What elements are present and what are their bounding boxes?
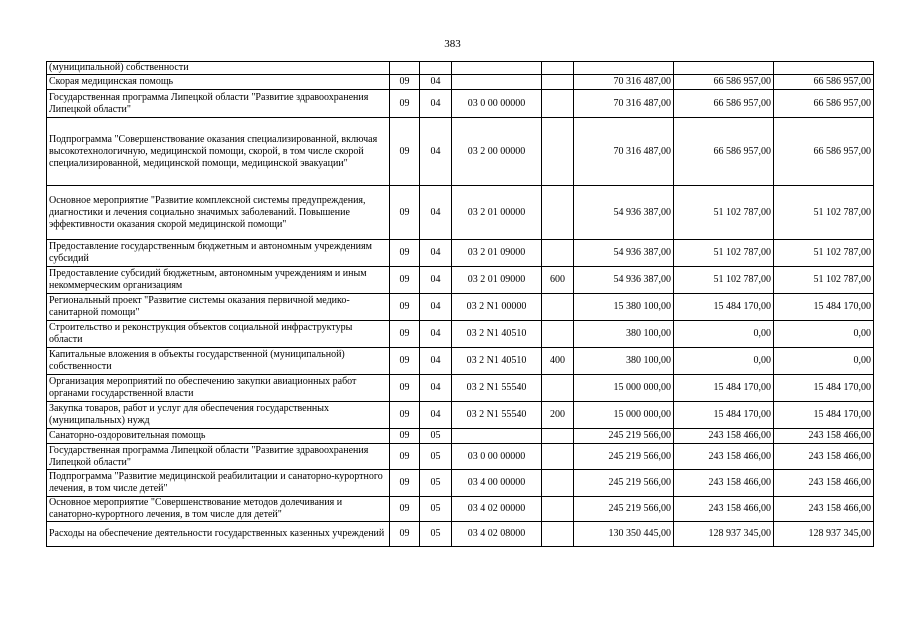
row-amount-year-1: 70 316 487,00 — [574, 75, 674, 90]
row-name: Предоставление субсидий бюджетным, автономным учреждениям и иным некоммерческим организациям — [47, 267, 390, 294]
row-subsection-code: 04 — [420, 75, 452, 90]
row-section-code: 09 — [390, 186, 420, 240]
row-name: Предоставление государственным бюджетным и автономным учреждениям субсидий — [47, 240, 390, 267]
row-subsection-code: 04 — [420, 348, 452, 375]
table-row — [47, 118, 874, 186]
row-name: Скорая медицинская помощь — [47, 75, 390, 90]
row-amount-year-3: 0,00 — [774, 348, 874, 375]
row-section-code: 09 — [390, 294, 420, 321]
row-subsection-code: 04 — [420, 118, 452, 186]
row-amount-year-2: 51 102 787,00 — [674, 267, 774, 294]
row-subsection-code: 05 — [420, 522, 452, 547]
row-section-code — [390, 62, 420, 75]
row-subsection-code: 04 — [420, 267, 452, 294]
row-section-code: 09 — [390, 429, 420, 444]
row-subsection-code: 04 — [420, 186, 452, 240]
row-amount-year-3 — [774, 62, 874, 75]
row-name: Подпрограмма "Совершенствование оказания специализированной, включая высокотехнологичную, медицинской помощи, скорой, в том числе скорой специализированной, медицинской помощи, медицинской эвакуации" — [47, 118, 390, 186]
row-amount-year-1: 70 316 487,00 — [574, 90, 674, 118]
row-subsection-code: 04 — [420, 90, 452, 118]
row-amount-year-3: 0,00 — [774, 321, 874, 348]
row-amount-year-3: 51 102 787,00 — [774, 267, 874, 294]
row-amount-year-1: 245 219 566,00 — [574, 470, 674, 497]
row-amount-year-1: 15 000 000,00 — [574, 375, 674, 402]
row-section-code: 09 — [390, 267, 420, 294]
row-section-code: 09 — [390, 497, 420, 522]
row-amount-year-3: 15 484 170,00 — [774, 375, 874, 402]
row-amount-year-1: 245 219 566,00 — [574, 429, 674, 444]
row-target-article-code: 03 2 N1 40510 — [452, 321, 542, 348]
row-target-article-code: 03 2 00 00000 — [452, 118, 542, 186]
row-name: Строительство и реконструкция объектов социальной инфраструктуры области — [47, 321, 390, 348]
row-amount-year-3: 15 484 170,00 — [774, 294, 874, 321]
row-name: Государственная программа Липецкой области "Развитие здравоохранения Липецкой области" — [47, 90, 390, 118]
row-expense-type-code: 200 — [542, 402, 574, 429]
row-name: (муниципальной) собственности — [47, 62, 390, 75]
row-amount-year-2: 243 158 466,00 — [674, 470, 774, 497]
table-row — [47, 522, 874, 547]
row-name: Региональный проект "Развитие системы оказания первичной медико-санитарной помощи" — [47, 294, 390, 321]
row-subsection-code: 05 — [420, 470, 452, 497]
row-name: Расходы на обеспечение деятельности государственных казенных учреждений — [47, 522, 390, 547]
row-name: Подпрограмма "Развитие медицинской реабилитации и санаторно-курортного лечения, в том числе детей" — [47, 470, 390, 497]
row-target-article-code: 03 2 01 09000 — [452, 240, 542, 267]
row-expense-type-code: 600 — [542, 267, 574, 294]
row-amount-year-2: 51 102 787,00 — [674, 186, 774, 240]
row-amount-year-1: 15 000 000,00 — [574, 402, 674, 429]
table-row — [47, 375, 874, 402]
row-amount-year-2: 243 158 466,00 — [674, 444, 774, 470]
budget-table-body — [47, 62, 874, 547]
row-expense-type-code — [542, 444, 574, 470]
table-row — [47, 429, 874, 444]
row-amount-year-2: 0,00 — [674, 348, 774, 375]
row-amount-year-2: 15 484 170,00 — [674, 402, 774, 429]
row-name: Капитальные вложения в объекты государственной (муниципальной) собственности — [47, 348, 390, 375]
table-row — [47, 240, 874, 267]
table-row — [47, 348, 874, 375]
row-amount-year-3: 51 102 787,00 — [774, 240, 874, 267]
row-section-code: 09 — [390, 321, 420, 348]
table-row — [47, 402, 874, 429]
row-amount-year-2: 51 102 787,00 — [674, 240, 774, 267]
row-amount-year-2: 243 158 466,00 — [674, 497, 774, 522]
table-row — [47, 90, 874, 118]
row-section-code: 09 — [390, 470, 420, 497]
row-expense-type-code — [542, 321, 574, 348]
row-amount-year-2: 128 937 345,00 — [674, 522, 774, 547]
budget-table — [46, 61, 874, 547]
table-row — [47, 294, 874, 321]
row-amount-year-1: 15 380 100,00 — [574, 294, 674, 321]
row-amount-year-3: 243 158 466,00 — [774, 429, 874, 444]
row-amount-year-2: 15 484 170,00 — [674, 294, 774, 321]
row-amount-year-1: 54 936 387,00 — [574, 267, 674, 294]
row-expense-type-code — [542, 186, 574, 240]
row-amount-year-3: 66 586 957,00 — [774, 75, 874, 90]
table-row — [47, 470, 874, 497]
table-row — [47, 75, 874, 90]
row-expense-type-code: 400 — [542, 348, 574, 375]
row-target-article-code: 03 2 01 00000 — [452, 186, 542, 240]
row-section-code: 09 — [390, 444, 420, 470]
row-name: Организация мероприятий по обеспечению закупки авиационных работ органами государственной власти — [47, 375, 390, 402]
row-amount-year-1: 245 219 566,00 — [574, 444, 674, 470]
row-subsection-code: 05 — [420, 497, 452, 522]
row-section-code: 09 — [390, 90, 420, 118]
row-subsection-code: 05 — [420, 429, 452, 444]
row-expense-type-code — [542, 240, 574, 267]
row-amount-year-1 — [574, 62, 674, 75]
row-expense-type-code — [542, 497, 574, 522]
row-amount-year-1: 380 100,00 — [574, 321, 674, 348]
table-row — [47, 62, 874, 75]
row-target-article-code: 03 0 00 00000 — [452, 444, 542, 470]
row-section-code: 09 — [390, 348, 420, 375]
row-expense-type-code — [542, 75, 574, 90]
row-amount-year-1: 380 100,00 — [574, 348, 674, 375]
row-expense-type-code — [542, 90, 574, 118]
row-expense-type-code — [542, 294, 574, 321]
row-amount-year-2: 66 586 957,00 — [674, 118, 774, 186]
row-section-code: 09 — [390, 375, 420, 402]
row-amount-year-2: 0,00 — [674, 321, 774, 348]
row-section-code: 09 — [390, 118, 420, 186]
row-expense-type-code — [542, 118, 574, 186]
row-expense-type-code — [542, 375, 574, 402]
row-amount-year-3: 15 484 170,00 — [774, 402, 874, 429]
row-amount-year-3: 243 158 466,00 — [774, 444, 874, 470]
row-amount-year-3: 243 158 466,00 — [774, 470, 874, 497]
row-name: Санаторно-оздоровительная помощь — [47, 429, 390, 444]
row-amount-year-1: 245 219 566,00 — [574, 497, 674, 522]
row-subsection-code: 04 — [420, 294, 452, 321]
row-name: Основное мероприятие "Совершенствование методов долечивания и санаторно-курортного лечения, в том числе для детей" — [47, 497, 390, 522]
row-target-article-code: 03 2 01 09000 — [452, 267, 542, 294]
row-section-code: 09 — [390, 402, 420, 429]
row-subsection-code: 04 — [420, 402, 452, 429]
table-row — [47, 444, 874, 470]
row-expense-type-code — [542, 522, 574, 547]
row-section-code: 09 — [390, 75, 420, 90]
row-expense-type-code — [542, 62, 574, 75]
row-amount-year-1: 54 936 387,00 — [574, 240, 674, 267]
row-target-article-code — [452, 429, 542, 444]
table-row — [47, 321, 874, 348]
row-target-article-code: 03 4 02 08000 — [452, 522, 542, 547]
row-target-article-code — [452, 62, 542, 75]
row-expense-type-code — [542, 470, 574, 497]
row-amount-year-3: 51 102 787,00 — [774, 186, 874, 240]
row-amount-year-3: 66 586 957,00 — [774, 90, 874, 118]
row-target-article-code: 03 4 02 00000 — [452, 497, 542, 522]
row-subsection-code: 04 — [420, 375, 452, 402]
row-amount-year-3: 243 158 466,00 — [774, 497, 874, 522]
row-amount-year-3: 128 937 345,00 — [774, 522, 874, 547]
row-amount-year-2 — [674, 62, 774, 75]
row-amount-year-2: 66 586 957,00 — [674, 75, 774, 90]
table-row — [47, 186, 874, 240]
row-name: Основное мероприятие "Развитие комплексной системы предупреждения, диагностики и лечения социально значимых заболеваний. Повышение эффективности оказания скорой медицинской помощи" — [47, 186, 390, 240]
row-expense-type-code — [542, 429, 574, 444]
row-target-article-code: 03 0 00 00000 — [452, 90, 542, 118]
table-row — [47, 497, 874, 522]
row-section-code: 09 — [390, 522, 420, 547]
row-target-article-code: 03 2 N1 55540 — [452, 375, 542, 402]
row-amount-year-1: 70 316 487,00 — [574, 118, 674, 186]
row-name: Закупка товаров, работ и услуг для обеспечения государственных (муниципальных) нужд — [47, 402, 390, 429]
row-amount-year-2: 243 158 466,00 — [674, 429, 774, 444]
row-amount-year-2: 66 586 957,00 — [674, 90, 774, 118]
row-amount-year-2: 15 484 170,00 — [674, 375, 774, 402]
row-target-article-code — [452, 75, 542, 90]
table-row — [47, 267, 874, 294]
row-amount-year-1: 130 350 445,00 — [574, 522, 674, 547]
row-target-article-code: 03 2 N1 40510 — [452, 348, 542, 375]
row-subsection-code: 04 — [420, 321, 452, 348]
row-name: Государственная программа Липецкой области "Развитие здравоохранения Липецкой области" — [47, 444, 390, 470]
row-target-article-code: 03 2 N1 00000 — [452, 294, 542, 321]
row-subsection-code: 05 — [420, 444, 452, 470]
row-subsection-code: 04 — [420, 240, 452, 267]
page-number: 383 — [444, 38, 461, 50]
row-section-code: 09 — [390, 240, 420, 267]
row-amount-year-1: 54 936 387,00 — [574, 186, 674, 240]
row-target-article-code: 03 2 N1 55540 — [452, 402, 542, 429]
row-target-article-code: 03 4 00 00000 — [452, 470, 542, 497]
row-amount-year-3: 66 586 957,00 — [774, 118, 874, 186]
row-subsection-code — [420, 62, 452, 75]
